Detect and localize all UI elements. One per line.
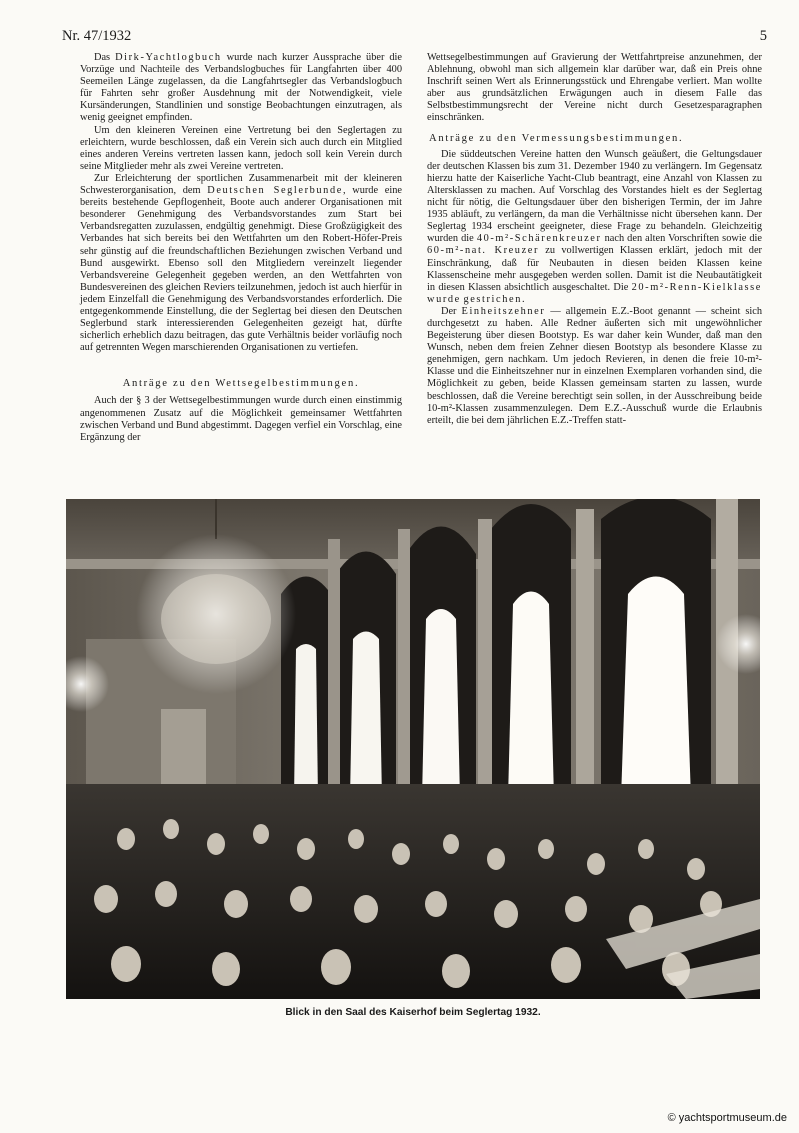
paragraph-klassen: Die süddeutschen Vereine hatten den Wunsch geäußert, die Geltungsdauer der deutschen Klassen bis zum 31. Dezember 1940 zu verlängern. Im Gegensatz hierzu hatte der Kaiserliche Yacht-Club beantragt, eine Anzahl von Klassen zu Altersklassen zu machen. Auf Vorschlag des Vorstandes hielt es der Seglertag nicht für nötig, die Geltungsdauer über den bisherigen Termin, der im Jahre 1935 abläuft, zu verlängern, da man die Verhältnisse nicht übersehen kann. Der Seglertag 1934 erscheint geeigneter, diese Frage zu behandeln. Gleichzeitig wurden die 40-m²-Schärenkreuzer nach den alten Vorschriften sowie die 60-m²-nat. Kreuzer zu vollwertigen Klassen erklärt, jedoch mit der Einschränkung, daß für Neubauten in diesen beiden Klassen keine Klassenscheine mehr ausgegeben werden sollen. Damit ist die Neubautätigkeit in diesen Klassen absichtlich ausgeschaltet. Die 20-m²-Renn-Kielklasse wurde gestrichen. <box>427 148 763 305</box>
term-gestrichen: gestrichen <box>463 293 522 305</box>
paragraph-paragraph-3: Auch der § 3 der Wettsegelbestimmungen wurde durch einen einstimmig angenommenen Zusatz auf die Möglichkeit gemeinsamer Wettfahrten zwischen Verband und Bund abgestimmt. Dagegen verfiel ein Vorschlag, eine Ergänzung der <box>80 395 403 443</box>
photo-caption: Blick in den Saal des Kaiserhof beim Seglertag 1932. <box>285 1007 541 1018</box>
page-number: 5 <box>759 28 767 44</box>
paragraph-logbook: Das Dirk-Yachtlogbuch wurde nach kurzer Aussprache über die Vorzüge und Nachteile des Verbandslogbuches für Langfahrten über 400 Seemeilen Länge zugelassen, da die Langfahrtsegler das Verbandslogbuch für Fahrten sehr großer Ausdehnung mit der Notwendigkeit, viele Kursänderungen, Standlinien und sonstige Beobachtungen einzutragen, als wenig geeignet empfinden. <box>80 52 403 124</box>
term-einheitszehner: Einheitszehner <box>461 305 546 317</box>
assembly-hall-photo <box>66 499 760 999</box>
paragraph-representation: Um den kleineren Vereinen eine Vertretung bei den Seglertagen zu erleichtern, wurde beschlossen, daß ein Verein sich auch durch ein Mitglied eines anderen Vereins vertreten lassen kann, jedoch soll kein Verein durch seine Mitglieder mehr als zwei Vereine vertreten. <box>80 124 402 172</box>
section-heading-vermessung: Anträge zu den Vermessungsbestimmungen. <box>429 132 684 144</box>
paragraph-einheitszehner: Der Einheitszehner — allgemein E.Z.-Boot genannt — scheint sich durchgesetzt zu haben. Alle Redner äußerten sich mit ungewöhnlicher Begeisterung über diesen Bootstyp. Es war daher kein Wunder, daß man den Wunsch, neben dem freien Zehner diesen Bootstyp als besondere Klasse zu genehmigen, gern nachkam. Um jedoch Revieren, in denen die freie 10-m²-Klasse und die Einheitszehner nur in einzelnen Exemplaren vorhanden sind, die Möglichkeit zu geben, beide Klassen gemeinsam starten zu lassen, wurde beschlossen, daß die Vereine berechtigt sein sollen, in der Ausschreibung beide 10-m²-Klassen zusammenzulegen. Dem E.Z.-Ausschuß wurde die Erlaubnis erteilt, die bei dem jährlichen E.Z.-Treffen statt- <box>427 305 763 426</box>
section-heading-wettsegel: Anträge zu den Wettsegelbestimmungen. <box>122 378 360 390</box>
paragraph-gravierung: Wettsegelbestimmungen auf Gravierung der Wettfahrtpreise anzunehmen, der Ablehnung, obwohl man sich allgemein klar darüber war, daß ein Preis ohne Inschrift seinen Wert als Erinnerungsstück und Ehrengabe verliert. Man wollte aber aus grundsätzlichen Erwägungen auch in diesem Falle das Selbstbestimmungsrecht der Vereine nicht durch Gesetzesparagraphen einschränken. <box>427 52 762 124</box>
photo-illustration <box>66 499 760 999</box>
page-header <box>62 28 767 48</box>
issue-number: Nr. 47/1932 <box>62 28 132 44</box>
term-renn-kielklasse: 20-m²-Renn-Kielklasse <box>631 281 762 293</box>
left-column <box>80 52 402 444</box>
copyright-watermark: © yachtsportmuseum.de <box>667 1112 787 1124</box>
right-column <box>427 52 762 427</box>
term-dirk-yachtlogbuch: Dirk-Yachtlogbuch <box>115 52 222 63</box>
term-deutscher-seglerbund: Deutschen Seglerbunde <box>207 185 343 197</box>
term-nat-kreuzer: 60-m²-nat. Kreuzer <box>427 245 539 257</box>
term-schaerenkreuzer: 40-m²-Schärenkreuzer <box>476 233 602 245</box>
paragraph-seglerbund: Zur Erleichterung der sportlichen Zusammenarbeit mit der kleineren Schwesterorganisation, dem Deutschen Seglerbunde, wurde eine bereits bestehende Gepflogenheit, Boote auch anderer Organisationen mit besonderer Genehmigung des Verbandsvorstandes zum Start bei Verbandsregatten zuzulassen, endgültig genehmigt. Diese Großzügigkeit des Verbandes hat sich bereits bei den Wettfahrten um den Robert-Höfer-Preis sehr günstig auf die freundschaftlichen Beziehungen zwischen Verband und Bund ausgewirkt. Ebenso soll den Mitgliedern vereinzelt liegender Verbandsvereine Gelegenheit gegeben werden, an den Wettfahrten von Bundesvereinen des gleichen Reviers teilzunehmen, jedoch ist auch hierfür in jedem Einzelfall die Genehmigung des Verbandsvorstandes erforderlich. Die entgegenkommende Einstellung, die der Seglertag bei diesen den Deutschen Seglerbund stark interessierenden Gelegenheiten gezeigt hat, dürfte sicherlich erheblich dazu beitragen, das gute Verhältnis beider vorläufig noch auf getrennten Wegen marschierenden Organisationen zu vertiefen. <box>80 172 402 354</box>
